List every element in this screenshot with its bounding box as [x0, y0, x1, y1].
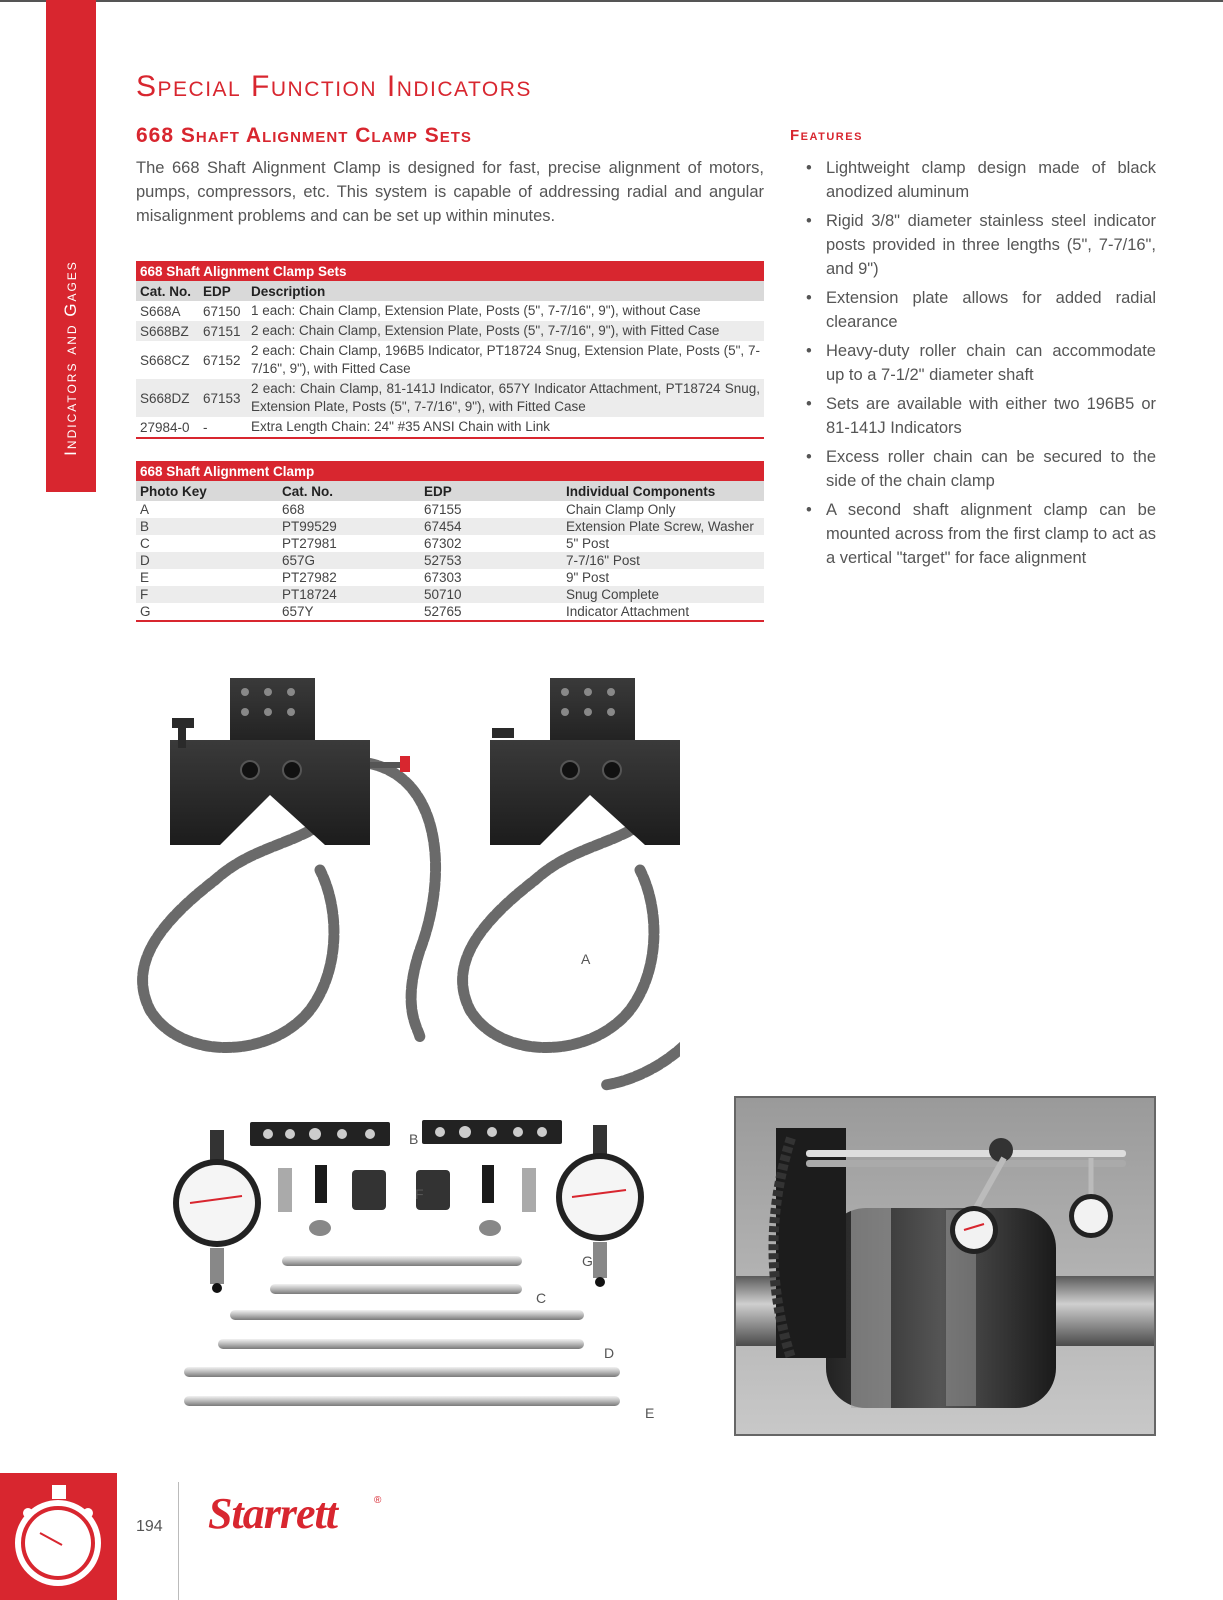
bullet-icon: •	[806, 159, 812, 177]
edp-cell: -	[199, 417, 247, 438]
clamp-sets-table	[136, 261, 764, 439]
column-header: Photo Key	[136, 481, 278, 501]
component-cell: 7-7/16" Post	[562, 552, 764, 569]
edp-cell: 52753	[420, 552, 562, 569]
photo-key-label-e: E	[645, 1405, 655, 1421]
photo-key-cell: E	[136, 569, 278, 586]
edp-cell: 67155	[420, 501, 562, 518]
photo-key-label-f: F	[415, 1186, 424, 1202]
feature-item: • A second shaft alignment clamp can be mounted across from the first clamp to act as a vertical "target" for face alignment	[806, 498, 1156, 570]
description-cell: 2 each: Chain Clamp, Extension Plate, Posts (5", 7-7/16", 9"), with Fitted Case	[247, 321, 764, 341]
edp-cell: 67302	[420, 535, 562, 552]
bullet-icon: •	[806, 395, 812, 413]
cat-no-cell: 668	[278, 501, 420, 518]
bullet-icon: •	[806, 448, 812, 466]
cat-no-cell: S668DZ	[136, 379, 199, 417]
bullet-icon: •	[806, 342, 812, 360]
feature-item: • Heavy-duty roller chain can accommodate up to a 7-1/2" diameter shaft	[806, 339, 1156, 387]
component-cell: Snug Complete	[562, 586, 764, 603]
photo-key-label-b: B	[409, 1131, 419, 1147]
table-row	[136, 518, 764, 535]
application-photo-graphic	[736, 1098, 1154, 1434]
product-illustration	[120, 670, 680, 1470]
dial-gauge-icon	[0, 1473, 117, 1600]
edp-cell: 67153	[199, 379, 247, 417]
dial-indicator-left	[173, 1130, 261, 1293]
description-cell: 2 each: Chain Clamp, 196B5 Indicator, PT18724 Snug, Extension Plate, Posts (5", 7-7/16", 9"), with Fitted Case	[247, 341, 764, 379]
cat-no-cell: PT99529	[278, 518, 420, 535]
cat-no-cell: S668BZ	[136, 321, 199, 341]
edp-cell: 52765	[420, 603, 562, 621]
page-title: Special Function Indicators	[136, 70, 532, 103]
section-tab-label: Indicators and Gages	[61, 260, 80, 456]
feature-item: • Lightweight clamp design made of black anodized aluminum	[806, 156, 1156, 204]
features-list	[806, 156, 1156, 575]
dial-indicator-right	[556, 1125, 644, 1287]
table-row	[136, 321, 764, 341]
column-header: Description	[247, 281, 764, 301]
edp-cell: 67454	[420, 518, 562, 535]
edp-cell: 67152	[199, 341, 247, 379]
description-cell: 2 each: Chain Clamp, 81-141J Indicator, 657Y Indicator Attachment, PT18724 Snug, Extension Plate, Posts (5", 7-7/16", 9"), with Fitted Case	[247, 379, 764, 417]
cat-no-cell: S668A	[136, 301, 199, 321]
feature-item: • Extension plate allows for added radial clearance	[806, 286, 1156, 334]
section-title: 668 Shaft Alignment Clamp Sets	[136, 124, 472, 147]
edp-cell: 67150	[199, 301, 247, 321]
component-cell: Indicator Attachment	[562, 603, 764, 621]
column-header: EDP	[199, 281, 247, 301]
photo-key-label-c: C	[536, 1290, 547, 1306]
photo-key-cell: B	[136, 518, 278, 535]
clamp-parts-table	[136, 461, 764, 622]
top-rule	[0, 0, 1223, 2]
component-cell: Extension Plate Screw, Washer	[562, 518, 764, 535]
table-row	[136, 552, 764, 569]
edp-cell: 50710	[420, 586, 562, 603]
feature-item: • Sets are available with either two 196B5 or 81-141J Indicators	[806, 392, 1156, 440]
footer-divider	[178, 1482, 179, 1600]
photo-key-cell: F	[136, 586, 278, 603]
bullet-icon: •	[806, 289, 812, 307]
table-caption: 668 Shaft Alignment Clamp	[136, 461, 764, 481]
photo-key-cell: A	[136, 501, 278, 518]
component-cell: Chain Clamp Only	[562, 501, 764, 518]
registered-mark: ®	[374, 1495, 382, 1506]
column-header: EDP	[420, 481, 562, 501]
table-row	[136, 569, 764, 586]
column-header: Cat. No.	[278, 481, 420, 501]
description-cell: Extra Length Chain: 24" #35 ANSI Chain with Link	[247, 417, 764, 438]
cat-no-cell: PT27982	[278, 569, 420, 586]
table-row	[136, 501, 764, 518]
features-title: Features	[790, 127, 863, 144]
indicator-posts	[184, 1256, 620, 1406]
component-cell: 9" Post	[562, 569, 764, 586]
cat-no-cell: 657G	[278, 552, 420, 569]
table-row	[136, 379, 764, 417]
feature-item: • Excess roller chain can be secured to the side of the chain clamp	[806, 445, 1156, 493]
photo-key-label-a: A	[581, 951, 591, 967]
column-header: Individual Components	[562, 481, 764, 501]
footer-block	[0, 1473, 117, 1600]
application-photo	[734, 1096, 1156, 1436]
photo-key-cell: D	[136, 552, 278, 569]
table-row	[136, 535, 764, 552]
page-number: 194	[136, 1518, 163, 1535]
cat-no-cell: 27984-0	[136, 417, 199, 438]
bullet-icon: •	[806, 212, 812, 230]
chain-clamp-right	[463, 678, 680, 1085]
photo-key-label-d: D	[604, 1345, 615, 1361]
bullet-icon: •	[806, 501, 812, 519]
column-header: Cat. No.	[136, 281, 199, 301]
component-cell: 5" Post	[562, 535, 764, 552]
cat-no-cell: 657Y	[278, 603, 420, 621]
cat-no-cell: PT27981	[278, 535, 420, 552]
table-row	[136, 341, 764, 379]
table-row	[136, 417, 764, 438]
edp-cell: 67151	[199, 321, 247, 341]
description-cell: 1 each: Chain Clamp, Extension Plate, Posts (5", 7-7/16", 9"), without Case	[247, 301, 764, 321]
table-row	[136, 603, 764, 621]
edp-cell: 67303	[420, 569, 562, 586]
table-caption: 668 Shaft Alignment Clamp Sets	[136, 261, 764, 281]
table-row	[136, 586, 764, 603]
photo-key-cell: G	[136, 603, 278, 621]
intro-paragraph: The 668 Shaft Alignment Clamp is designed for fast, precise alignment of motors, pumps, compressors, etc. This system is capable of addressing radial and angular misalignment problems and can be set up within minutes.	[136, 159, 764, 225]
photo-key-cell: C	[136, 535, 278, 552]
brand-logo: Starrett	[208, 1489, 337, 1538]
extension-plates	[250, 1120, 562, 1146]
cat-no-cell: PT18724	[278, 586, 420, 603]
chain-clamp-left	[143, 678, 436, 1048]
snugs-and-screws	[278, 1165, 536, 1236]
photo-key-label-g: G	[582, 1253, 593, 1269]
feature-item: • Rigid 3/8" diameter stainless steel indicator posts provided in three lengths (5", 7-7/16", and 9")	[806, 209, 1156, 281]
cat-no-cell: S668CZ	[136, 341, 199, 379]
table-row	[136, 301, 764, 321]
